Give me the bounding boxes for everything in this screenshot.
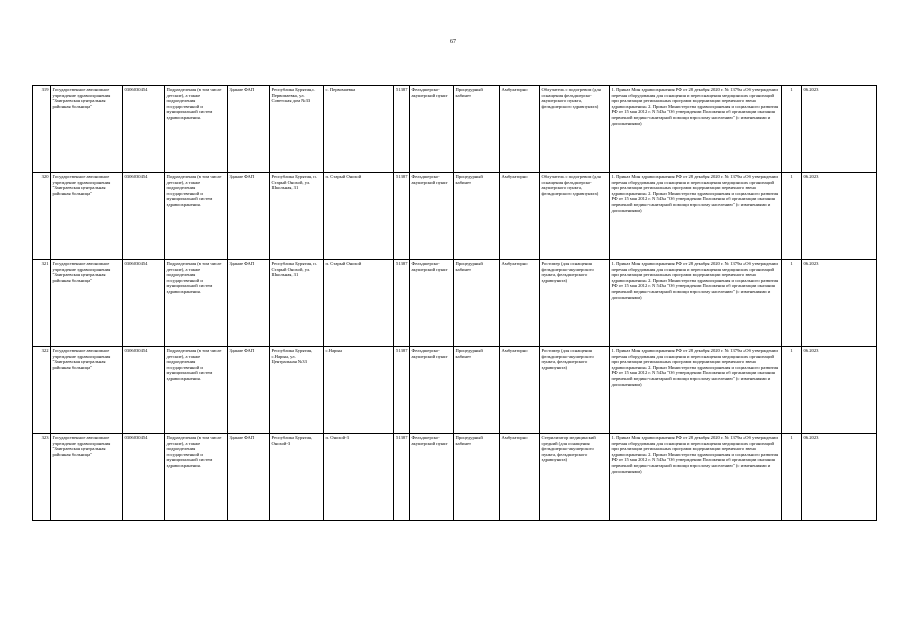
care-type-cell: Амбулаторно <box>500 173 540 260</box>
date-cell: 06.2023 <box>802 86 877 173</box>
org-code-cell: 0306030454 <box>123 260 165 347</box>
care-type-cell: Амбулаторно <box>500 260 540 347</box>
settlement-cell: с.Нарын <box>324 347 394 434</box>
org-code-cell: 0306030454 <box>123 173 165 260</box>
date-cell: 06.2023 <box>802 347 877 434</box>
equipment-cell: Стерилизатор медицинский средний (для оснащения фельдшерско-акушерского пункта, фельдшерского здравпункта) <box>540 434 610 521</box>
table-row <box>33 347 877 434</box>
settlement-cell: п. Старый Онохой <box>324 260 394 347</box>
quantity-cell: 1 <box>782 86 802 173</box>
building-cell: Здание ФАП <box>228 86 270 173</box>
quantity-cell: 1 <box>782 347 802 434</box>
legal-basis-cell: 1. Приказ Мин здравоохранения РФ от 28 декабря 2020 г. № 1379н «Об утверждении перечня оборудования для оснащения и переоснащения медицинских организаций при реализации региональных программ модернизации первичного звена здравоохранения» 2. Приказ Министерства здравоохранения и социального развития РФ от 15 мая 2012 г. N 543н "Об утверждении Положения об организации оказания первичной медико-санитарной помощи взрослому населению" (с изменениями и дополнениями) <box>610 86 782 173</box>
quantity-cell: 1 <box>782 434 802 521</box>
address-cell: Республика Бурятия, п. Старый Онохой, ул. Школьная, 31 <box>270 173 324 260</box>
building-cell: Здание ФАП <box>228 434 270 521</box>
page-number: 67 <box>450 39 456 45</box>
territory-code-cell: 51387 <box>394 347 410 434</box>
room-cell: Процедурный кабинет <box>454 434 500 521</box>
settlement-cell: п. Старый Онохой <box>324 173 394 260</box>
table-row <box>33 260 877 347</box>
room-cell: Процедурный кабинет <box>454 260 500 347</box>
row-number-cell: 320 <box>33 173 51 260</box>
row-number-cell: 322 <box>33 347 51 434</box>
quantity-cell: 1 <box>782 260 802 347</box>
medical-unit-cell: Фельдшерско-акушерский пункт <box>410 347 454 434</box>
equipment-registry-table <box>32 85 877 521</box>
date-cell: 06.2023 <box>802 260 877 347</box>
building-cell: Здание ФАП <box>228 347 270 434</box>
equipment-cell: Облучатель с подогревом (для оснащения фельдшерско-акушерского пункта, фельдшерского здравпункта) <box>540 86 610 173</box>
equipment-cell: Облучатель с подогревом (для оснащения фельдшерско-акушерского пункта, фельдшерского здравпункта) <box>540 173 610 260</box>
equipment-cell: Ростомер (для оснащения фельдшерско-акушерского пункта, фельдшерского здравпункта) <box>540 347 610 434</box>
territory-code-cell: 51387 <box>394 173 410 260</box>
subdivision-cell: Подразделения (в том числе детские), а также подразделения государственной и муниципальной систем здравоохранения. <box>165 173 228 260</box>
table-body <box>33 86 877 521</box>
territory-code-cell: 51387 <box>394 86 410 173</box>
table-row <box>33 86 877 173</box>
medical-unit-cell: Фельдшерско-акушерский пункт <box>410 86 454 173</box>
row-number-cell: 321 <box>33 260 51 347</box>
organization-cell: Государственное автономное учреждение здравоохранения "Заиграевская центральная районная больница" <box>51 173 123 260</box>
legal-basis-cell: 1. Приказ Мин здравоохранения РФ от 28 декабря 2020 г. № 1379н «Об утверждении перечня оборудования для оснащения и переоснащения медицинских организаций при реализации региональных программ модернизации первичного звена здравоохранения» 2. Приказ Министерства здравоохранения и социального развития РФ от 15 мая 2012 г. N 543н "Об утверждении Положения об организации оказания первичной медико-санитарной помощи взрослому населению" (с изменениями и дополнениями) <box>610 173 782 260</box>
subdivision-cell: Подразделения (в том числе детские), а также подразделения государственной и муниципальной систем здравоохранения. <box>165 347 228 434</box>
room-cell: Процедурный кабинет <box>454 173 500 260</box>
medical-unit-cell: Фельдшерско-акушерский пункт <box>410 260 454 347</box>
legal-basis-cell: 1. Приказ Мин здравоохранения РФ от 28 декабря 2020 г. № 1379н «Об утверждении перечня оборудования для оснащения и переоснащения медицинских организаций при реализации региональных программ модернизации первичного звена здравоохранения» 2. Приказ Министерства здравоохранения и социального развития РФ от 15 мая 2012 г. N 543н "Об утверждении Положения об организации оказания первичной медико-санитарной помощи взрослому населению" (с изменениями и дополнениями) <box>610 347 782 434</box>
legal-basis-cell: 1. Приказ Мин здравоохранения РФ от 28 декабря 2020 г. № 1379н «Об утверждении перечня оборудования для оснащения и переоснащения медицинских организаций при реализации региональных программ модернизации первичного звена здравоохранения» 2. Приказ Министерства здравоохранения и социального развития РФ от 15 мая 2012 г. N 543н "Об утверждении Положения об организации оказания первичной медико-санитарной помощи взрослому населению" (с изменениями и дополнениями) <box>610 260 782 347</box>
care-type-cell: Амбулаторно <box>500 86 540 173</box>
territory-code-cell: 51387 <box>394 434 410 521</box>
subdivision-cell: Подразделения (в том числе детские), а также подразделения государственной и муниципальной систем здравоохранения. <box>165 86 228 173</box>
date-cell: 06.2023 <box>802 173 877 260</box>
equipment-cell: Ростомер (для оснащения фельдшерско-акушерского пункта, фельдшерского здравпункта) <box>540 260 610 347</box>
territory-code-cell: 51387 <box>394 260 410 347</box>
row-number-cell: 319 <box>33 86 51 173</box>
address-cell: Республика Бурятия,с. Первомаевка, ул. Советская дом №33 <box>270 86 324 173</box>
subdivision-cell: Подразделения (в том числе детские), а также подразделения государственной и муниципальной систем здравоохранения. <box>165 260 228 347</box>
organization-cell: Государственное автономное учреждение здравоохранения "Заиграевская центральная районная больница" <box>51 434 123 521</box>
building-cell: Здание ФАП <box>228 260 270 347</box>
org-code-cell: 0306030454 <box>123 347 165 434</box>
table-row <box>33 173 877 260</box>
care-type-cell: Амбулаторно <box>500 347 540 434</box>
room-cell: Процедурный кабинет <box>454 347 500 434</box>
legal-basis-cell: 1. Приказ Мин здравоохранения РФ от 28 декабря 2020 г. № 1379н «Об утверждении перечня оборудования для оснащения и переоснащения медицинских организаций при реализации региональных программ модернизации первичного звена здравоохранения» 2. Приказ Министерства здравоохранения и социального развития РФ от 15 мая 2012 г. N 543н "Об утверждении Положения об организации оказания первичной медико-санитарной помощи взрослому населению" (с изменениями и дополнениями) <box>610 434 782 521</box>
row-number-cell: 323 <box>33 434 51 521</box>
building-cell: Здание ФАП <box>228 173 270 260</box>
organization-cell: Государственное автономное учреждение здравоохранения "Заиграевская центральная районная больница" <box>51 347 123 434</box>
room-cell: Процедурный кабинет <box>454 86 500 173</box>
address-cell: Республика Бурятия, Онохой-3 <box>270 434 324 521</box>
medical-unit-cell: Фельдшерско-акушерский пункт <box>410 173 454 260</box>
medical-unit-cell: Фельдшерско-акушерский пункт <box>410 434 454 521</box>
address-cell: Республика Бурятия, с.Нарын, ул. Центральная №33 <box>270 347 324 434</box>
subdivision-cell: Подразделения (в том числе детские), а также подразделения государственной и муниципальной систем здравоохранения. <box>165 434 228 521</box>
care-type-cell: Амбулаторно <box>500 434 540 521</box>
table-row <box>33 434 877 521</box>
organization-cell: Государственное автономное учреждение здравоохранения "Заиграевская центральная районная больница" <box>51 86 123 173</box>
organization-cell: Государственное автономное учреждение здравоохранения "Заиграевская центральная районная больница" <box>51 260 123 347</box>
org-code-cell: 0306030454 <box>123 86 165 173</box>
settlement-cell: с. Первомаевка <box>324 86 394 173</box>
org-code-cell: 0306030454 <box>123 434 165 521</box>
settlement-cell: п. Онохой-3 <box>324 434 394 521</box>
address-cell: Республика Бурятия, п. Старый Онохой, ул. Школьная, 31 <box>270 260 324 347</box>
quantity-cell: 1 <box>782 173 802 260</box>
date-cell: 06.2023 <box>802 434 877 521</box>
